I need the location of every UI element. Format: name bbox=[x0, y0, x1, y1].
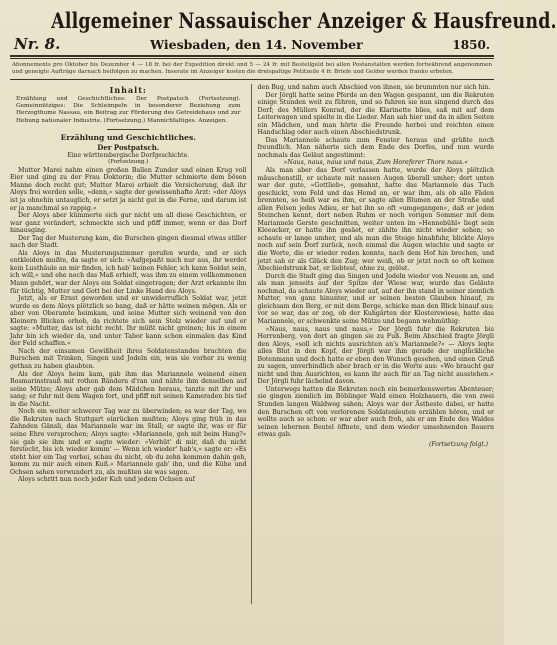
paragraph: Nach der einsamen Gewißheit ihres Soldatenstandes brachten die Burschen mit Trinken, Singen und Jodeln ein, was sie vorher zu wenig gethan zu haben glaubten. bbox=[10, 347, 247, 371]
paragraph: Der Tag der Musterung kam, die Burschen gingen diesmal etwas stiller nach der Stadt. bbox=[10, 234, 247, 250]
paragraph: Noch ein weiter schwerer Tag war zu überwinden; es war der Tag, wo die Rekruten nach Stuttgart einrücken mußten; Aloys ging früh in das Zahnden Gänsli, das Mariannele war im Stall; er sagte ihr, was er für seine Ehre versprochen; Aloys sagte: »Mariannele, geh mit beim Hang?« sie gab sie ihm und er sagte wieder: »Verhüt' di mir, daß du nicht ferstecht, bis ich wieder komm' — Wenn ich wieder' hab's,« sagte er: »Es steht hier ein Tag vorbei, schau du nicht, ob du zehn kommen dahin geh, komm zu mir auch einen Kuß.« Mariannele gab' ihn, und die Kühe und Ochsen sahen verwundert zu, als mußten sie was sagen. bbox=[10, 408, 247, 476]
inhalt-title: Inhalt: bbox=[109, 85, 147, 95]
columns bbox=[10, 84, 494, 604]
masthead-rule bbox=[10, 55, 494, 57]
paragraph: Als man aber das Dorf verlassen hatte, wurde der Aloys plötzlich mäuschenstill, er schaute mit nassen Augen überall umher; dort unten war der gute, »Gottlieb«, gemahnt, hatte das Mariannele das Tuch geschickt, vom Feld und das Hemd an, er war ihm, als ob alle Fäden brennten, so heiß war es ihm, er sagte allen Blumen an der Straße und allen Felsen jedes Adieu, er hat ihn so oft »umgegangen«, daß er jeden Steinchen kennt, dort neben Ruhm er noch vorigen Sommer mit dem Mariannele Gerste geschnitten, weiter unten im »Hennebühl« liegt sein Kleeacker, er hatte ihn gesäet, er zählte ihn nicht wieder sehen; so schaute er lange umher, und als man die Steige hinabfuhr, blickte Aloys noch auf sein Dorf zurück, noch einmal die Augen wischte und sagte er die Worte, die er wieder reden konnte, nach dem Hof hin brechen, und jetzt sah er als Glück den Zug; wer weiß, ob er jetzt noch so oft keinen Abschiedstrunk bat, er liebtest, ohne zu, gelöst. bbox=[257, 167, 495, 273]
left-column bbox=[10, 84, 247, 604]
paragraph: Jetzt, als er Ernst geworden und er unwiderruflich Soldat war, jetzt wurde es dem Aloys plötzlich so bang, daß er hätte weinen mögen. Als er aber von Oberamte heimkam, und seine Mutter sich weinend von den Kleinern Blicken erhob, da richtete sich sein Stolz wieder auf und er sagte: »Mutter, das ist nicht recht. Ihr müßt nicht greinen; bis in einem Jahr bin ich wieder da, und unter Tabor kann schon einmalen das Kind der Feld schaffen.« bbox=[10, 295, 247, 348]
paragraph: Als Aloys in das Musterungszimmer gerufen wurde, und er sich entkleiden mußte, da sagte er sich: »Aufgepaßt mich nur aus, ihr werdet kein Lusthäule an mir finden, ich hab' keinen Fehler, ich kann Soldat sein, ich will,« und ehe noch das Maß erhielt, was ihm zu einem vollkommenen Mann gehört, war der Aloys ein Soldat eingetragen; der Arzt erkannte ihn für tüchtig, Mutter und Gott bei der Linke Hand des Aloys. bbox=[10, 249, 247, 295]
paragraph: »Naus, naus, naus und naus,« Der Jörgli fuhr die Rekruten bis Herrenberg, von dort an gingen sie zu Fuß. Beim Abschied fragte Jörgli den Aloys, »soll ich nichts ausrichten an's Mariannele?« — Aloys legte alles Blut in den Kopf, der Jörgli war ihm gerade der unglückliche Botenmann und doch hatte er eben den Wunsch gesehen, und einen Gruß zu sagen, unverbindlich aber brach er in die Worte aus: »Wo braucht gar nicht und ihm Ausrichten, es kann ihr auch für an Tag nicht ausstehen.« Der Jörgli fuhr lächelnd davon. bbox=[257, 325, 495, 386]
masthead-title: Allgemeiner Nassauischer Anzeiger & Hausfreund. bbox=[51, 8, 557, 33]
issue-number: Nr. 8. bbox=[14, 35, 61, 53]
story-continued: (Fortsetzung.) bbox=[108, 158, 149, 165]
dateline bbox=[10, 35, 494, 53]
section-divider bbox=[107, 129, 149, 130]
inhalt-text: Erzählung und Geschichtliches: Der Postpatsch (Fortsetzung). Gemeinnütziges: Die Schleimpeln in besonderer Beziehung zum Herzogthume Nassau, ein Beitrag zur Förderung des Getreidebaus und zur Hebung nationaler Industrie. (Fortsetzung.) Mannichfaltiges. Anzeigen. bbox=[16, 96, 241, 124]
place-date: Wiesbaden, den 14. November bbox=[150, 37, 363, 52]
subscription-notice: Abonnements pro Oktober bis Dezember 4 — 18 fr. bei der Expedition direkt und 5 — 24 fr. mit Bestellgeld bei allen Postanstalten werden fortwährend angenommen und geneigte Aufträge darnach beifolgen zu machen. Inserate im Anzeiger kosten die dreispaltige Petitzeile 4 fr. Briefe und Gelder werden franko erbeten. bbox=[12, 62, 492, 75]
masthead-rule-thin bbox=[10, 58, 494, 59]
paragraph: Unterwegs hatten die Rekruten noch ein bemerkenswertes Abenteuer; sie gingen ziemlich im Böblinger Wald einen Holzhauern, die von zwei Stunden langen Waldweg sahen; Aloys war der Ästheste dabei, er hatte den Burschen oft von verlorenen Soldatenleuten erzählen hören, und er wollte auch so schon: er war aber auch froh, als er am Ende des Waldes seinen lebernen Beutel öffnete, und dem wieder umsehnenden Bauern etwas gab. bbox=[257, 385, 495, 439]
paragraph: Durch die Stadt ging das Singen und Jodeln wieder von Neuem an, und als man jenseits auf der Spitze der Wiese war, wurde das Geläute nochmal, da schaute Aloys wieder auf, auf der ihn stand in seiner ziemlich Mutter, von ganz hinunter, und er seinen besten Glauben hinauf, zu gleichsam den Berg, er mit dem Berge, schicke man den Blick hinauf aus; vor so war, das er zog, ob der Kuhgärten der Klosterswiese, hatte das Mariannele, er schwenkte seine Mütze und begann wehmüthig: bbox=[257, 272, 495, 325]
paragraph: Mutter Marei nahm einen großen Ballen Zunder und einen Krug voll Eier und ging zu der Frau Doktorin; die Mutter schmierte dem bösen Manne doch recht gut; Mutter Marei erhielt die Versicherung, daß ihr Aloys frei werden solle, »denn,« sagte der gewissenhafte Arzt: »der Aloys ist ja ohnehin untauglich, er setzt ja nicht gut in die Ferne, und darum ist er ja manchmal so rappig.« bbox=[10, 166, 247, 212]
paragraph: Aloys schritt nun noch jeder Kuh und jedem Ochsen auf bbox=[18, 476, 195, 484]
story-subtitle: Eine württembergische Dorfgeschichte. bbox=[67, 151, 190, 159]
paragraph: Das Mariannele schaute zum Fenster heraus und grüßte noch freundlich. Man näherte sich dem Ende des Dorfes, und nun wurde nochmals das Geläut angestimmt: bbox=[257, 136, 495, 159]
column-separator bbox=[251, 84, 252, 604]
story-title: Der Postpatsch. bbox=[97, 142, 160, 152]
continuation-note: (Fortsetzung folgt.) bbox=[429, 440, 489, 448]
paragraph: Der Aloys aber kümmerte sich gar nicht um all diese Geschichten, er war ganz verändert, schmeckte sich und pfiff immer, wenn er das Dorf hinausging. bbox=[10, 212, 247, 235]
paragraph: Der Jörgli hatte seine Pferde an den Wagen gespannt, um die Rekruten einige Stunden weit zu führen, und so fuhren sie nun singend durch das Dorf; des Müllers Konrad, der die Klarinette blies, saß mit auf dem Leiterwagen und spielte in die Lieder. Man sah hier und da in allen Seiten ein Mädchen, und man hörte die Freunde herbei und reichten einen Handschlag oder auch einen Abschiedstrunk. bbox=[257, 91, 495, 137]
paragraph: den Bug, und nahm auch Abschied von ihnen, sie brummten nur sich hin. bbox=[257, 84, 491, 91]
paragraph: Als der Aloys heim kam, gab ihm das Mariannele weinend einen Rosmarinstrauß mit rothen Bändern d'ran und nähte ihm denselben auf seine Mütze; Aloys aber gab dem Mädchen heraus, tanzte mit ihr und sang; er fuhr mit dem Wagen fort, und pfiff mit seinen Kameraden bis tief in die Nacht. bbox=[10, 370, 247, 408]
notice-rule bbox=[10, 79, 494, 80]
song-lyric: »Naus, naus, naus und naus, Zum Horeferer Thore naus.« bbox=[283, 159, 468, 167]
right-column bbox=[256, 84, 495, 604]
section-title: Erzählung und Geschichtliches. bbox=[60, 132, 196, 142]
issue-year: 1850. bbox=[452, 38, 490, 52]
